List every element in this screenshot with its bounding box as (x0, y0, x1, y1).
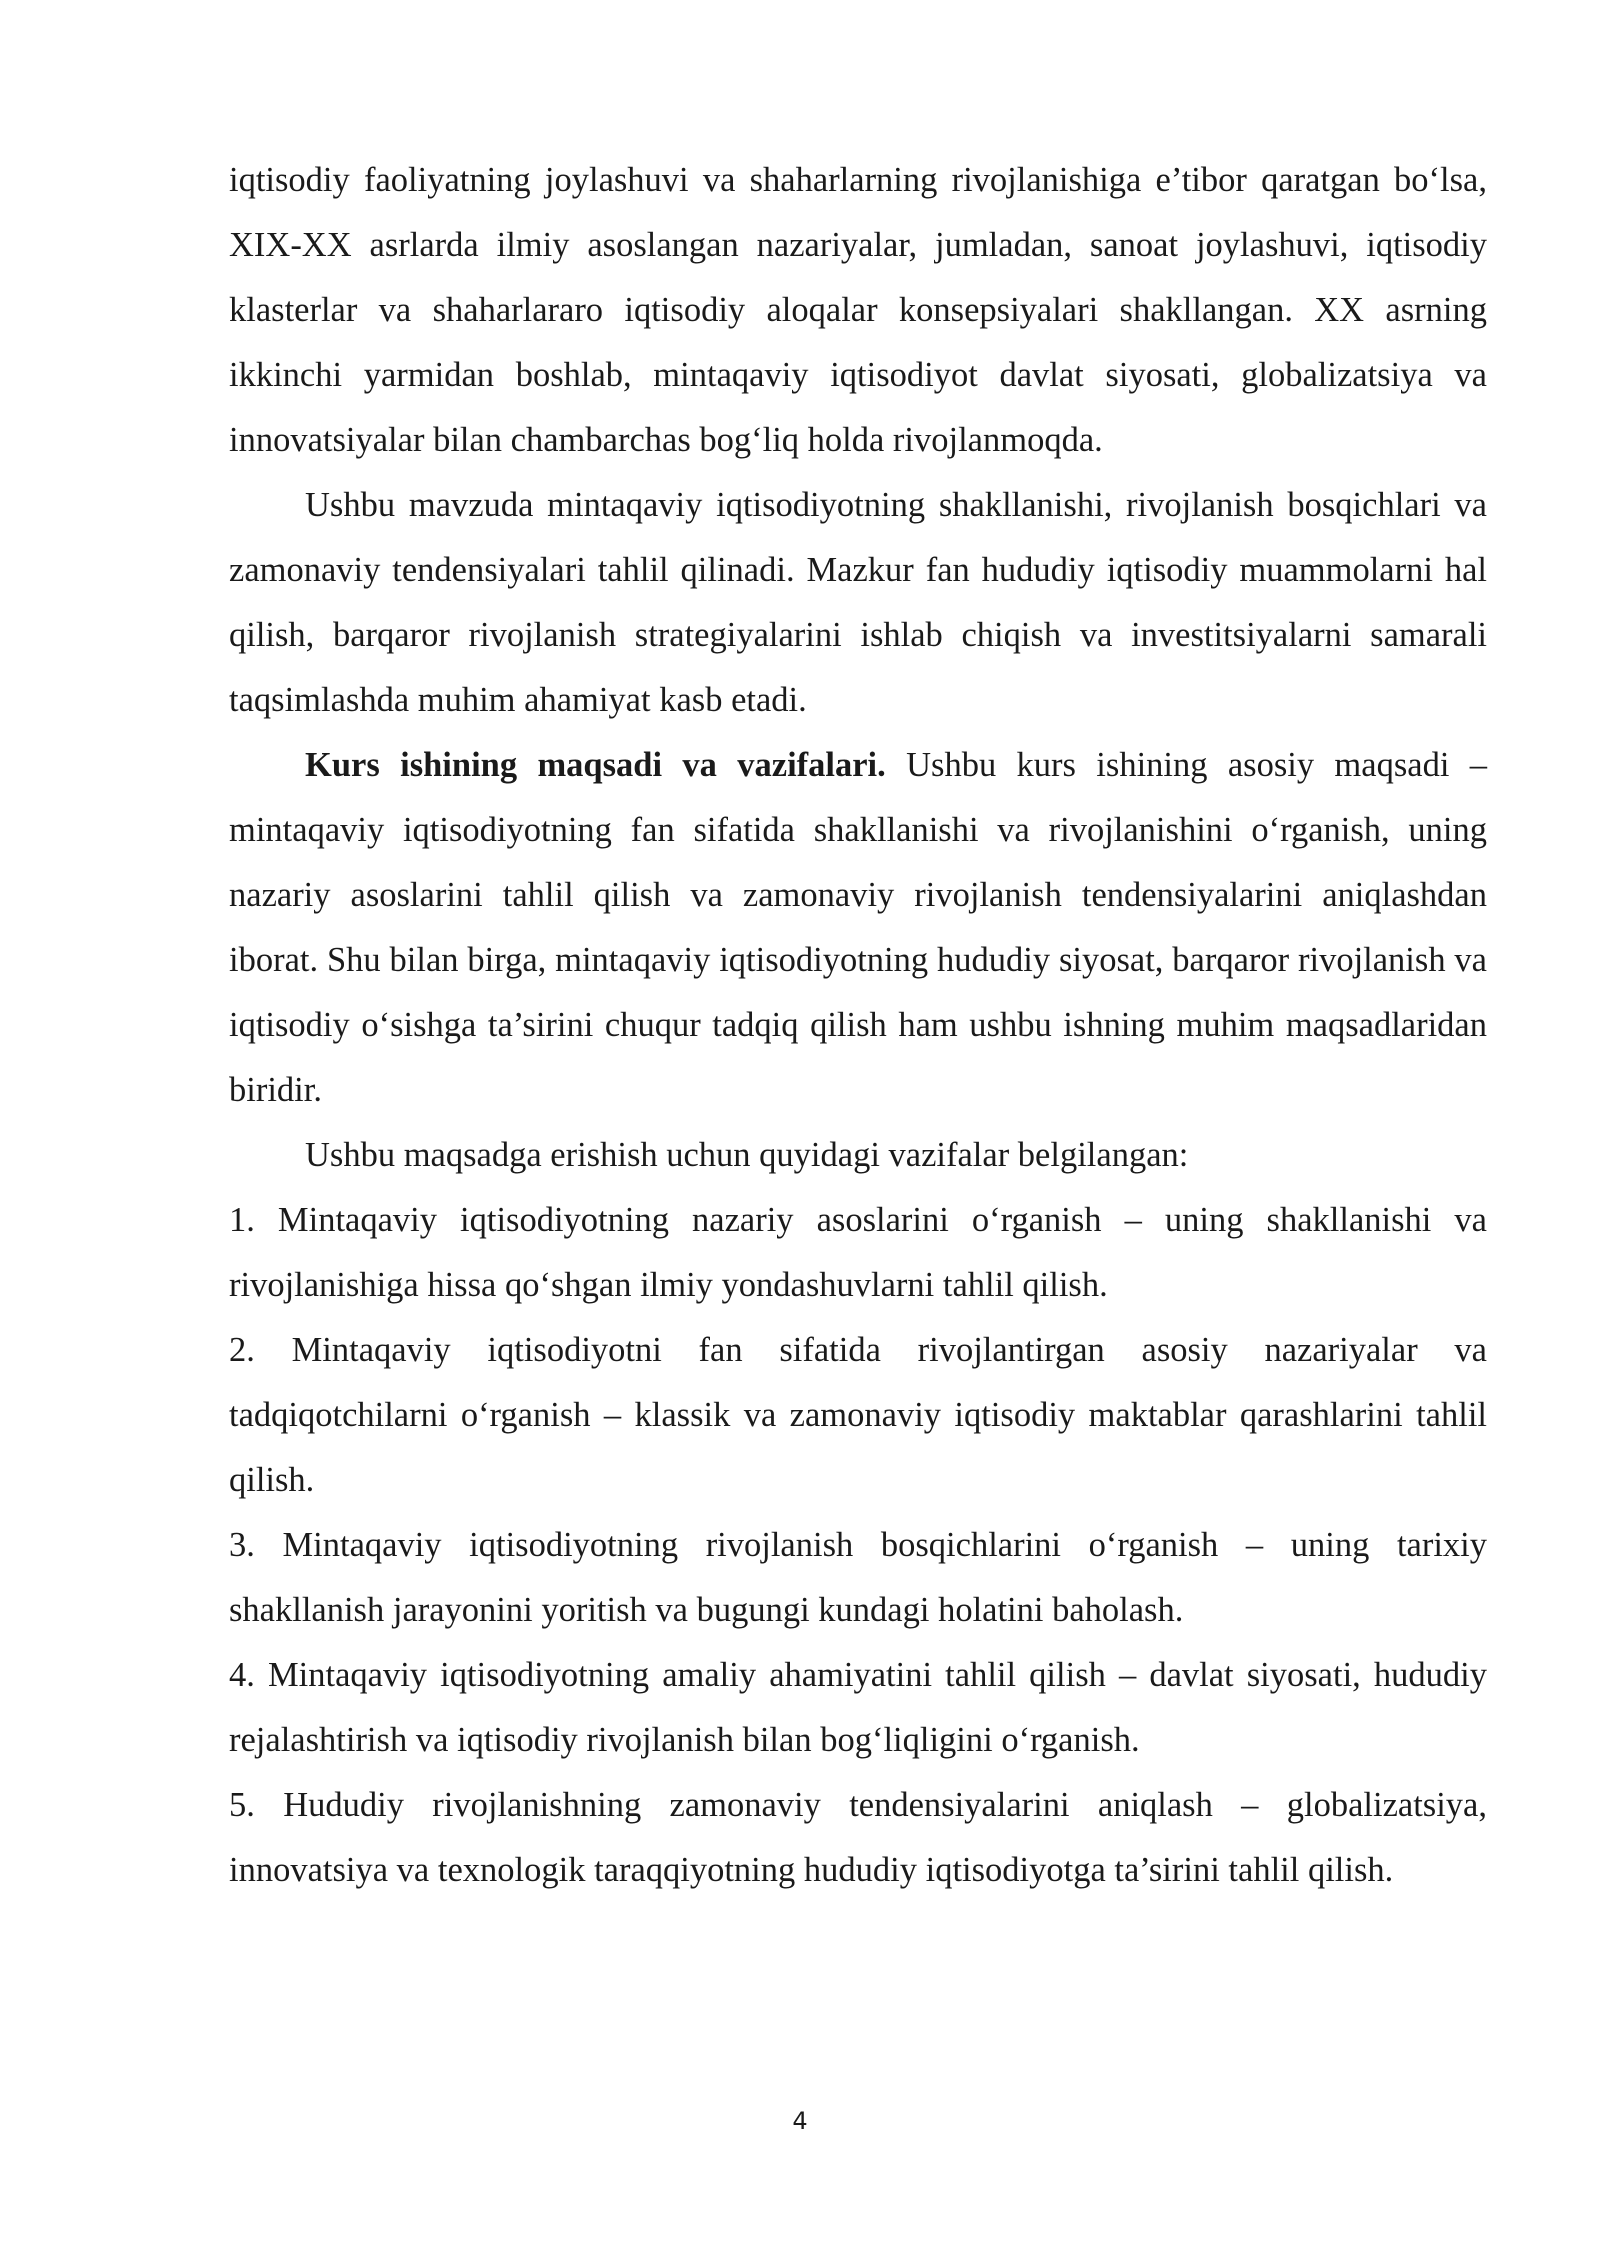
page-body (229, 148, 1487, 1903)
list-item-task-3: 3. Mintaqaviy iqtisodiyotning rivojlanish bosqichlarini o‘rganish – uning tarixiy shakllanish jarayonini yoritish va bugungi kundagi holatini baholash. (229, 1526, 1487, 1629)
paragraph-intro-continuation: iqtisodiy faoliyatning joylashuvi va shaharlarning rivojlanishiga e’tibor qaratgan bo‘lsa, XIX-XX asrlarda ilmiy asoslangan nazariyalar, jumladan, sanoat joylashuvi, iqtisodiy klasterlar va shaharlararo iqtisodiy aloqalar konsepsiyalari shakllangan. XX asrning ikkinchi yarmidan boshlab, mintaqaviy iqtisodiyot davlat siyosati, globalizatsiya va innovatsiyalar bilan chambarchas bog‘liq holda rivojlanmoqda. (229, 161, 1487, 459)
list-item-task-4: 4. Mintaqaviy iqtisodiyotning amaliy ahamiyatini tahlil qilish – davlat siyosati, hududiy rejalashtirish va iqtisodiy rivojlanish bilan bog‘liqligini o‘rganish. (229, 1656, 1487, 1759)
list-item-task-1: 1. Mintaqaviy iqtisodiyotning nazariy asoslarini o‘rganish – uning shakllanishi va rivojlanishiga hissa qo‘shgan ilmiy yondashuvlarni tahlil qilish. (229, 1201, 1487, 1304)
page-number: 4 (792, 2107, 808, 2135)
list-item-task-2: 2. Mintaqaviy iqtisodiyotni fan sifatida rivojlantirgan asosiy nazariyalar va tadqiqotchilarni o‘rganish – klassik va zamonaviy iqtisodiy maktablar qarashlarini tahlil qilish. (229, 1331, 1487, 1499)
paragraph-tasks-intro: Ushbu maqsadga erishish uchun quyidagi vazifalar belgilangan: (305, 1136, 1189, 1174)
paragraph-course-goals (229, 733, 1487, 1123)
paragraph-course-goals-text: Ushbu kurs ishining asosiy maqsadi – mintaqaviy iqtisodiyotning fan sifatida shakllanishi va rivojlanishini o‘rganish, uning nazariy asoslarini tahlil qilish va zamonaviy rivojlanish tendensiyalarini aniqlashdan iborat. Shu bilan birga, mintaqaviy iqtisodiyotning hududiy siyosat, barqaror rivojlanish va iqtisodiy o‘sishga ta’sirini chuqur tadqiq qilish ham ushbu ishning muhim maqsadlaridan biridir. (229, 746, 1487, 1109)
section-heading-goals: Kurs ishining maqsadi va vazifalari. (305, 746, 886, 784)
paragraph-topic-overview: Ushbu mavzuda mintaqaviy iqtisodiyotning shakllanishi, rivojlanish bosqichlari va zamonaviy tendensiyalari tahlil qilinadi. Mazkur fan hududiy iqtisodiy muammolarni hal qilish, barqaror rivojlanish strategiyalarini ishlab chiqish va investitsiyalarni samarali taqsimlashda muhim ahamiyat kasb etadi. (229, 486, 1487, 719)
list-item-task-5: 5. Hududiy rivojlanishning zamonaviy tendensiyalarini aniqlash – globalizatsiya, innovatsiya va texnologik taraqqiyotning hududiy iqtisodiyotga ta’sirini tahlil qilish. (229, 1786, 1487, 1889)
